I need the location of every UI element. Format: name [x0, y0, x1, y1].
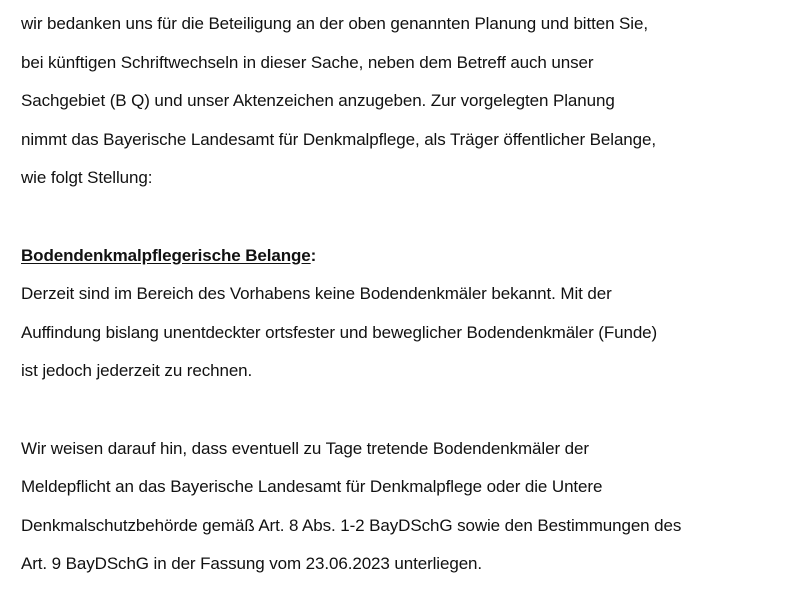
section-heading-colon: :: [310, 245, 317, 265]
text-line: Auffindung bislang unentdeckter ortsfester und beweglicher Bodendenkmäler (Funde): [21, 322, 658, 342]
text-line: Meldepflicht an das Bayerische Landesamt für Denkmalpflege oder die Untere: [21, 477, 603, 497]
intro-paragraph: [21, 5, 791, 198]
text-line: Denkmalschutzbehörde gemäß Art. 8 Abs. 1-2 BayDSchG sowie den Bestimmungen des: [21, 515, 682, 535]
text-line: bei künftigen Schriftwechseln in dieser Sache, neben dem Betreff auch unser: [21, 52, 594, 72]
text-line: Art. 9 BayDSchG in der Fassung vom 23.06.2023 unterliegen.: [21, 554, 483, 574]
findings-paragraph: [21, 275, 791, 391]
text-line: wir bedanken uns für die Beteiligung an der oben genannten Planung und bitten Sie,: [21, 14, 648, 33]
letter-body: [21, 0, 791, 584]
text-line: ist jedoch jederzeit zu rechnen.: [21, 361, 253, 381]
text-line: wie folgt Stellung:: [21, 168, 153, 188]
heading-line: [21, 237, 791, 276]
section-heading: [21, 237, 791, 276]
text-line: nimmt das Bayerische Landesamt für Denkmalpflege, als Träger öffentlicher Belange,: [21, 129, 656, 149]
text-line: Derzeit sind im Bereich des Vorhabens keine Bodendenkmäler bekannt. Mit der: [21, 284, 612, 304]
paragraph-spacer: [21, 198, 791, 237]
paragraph-spacer: [21, 391, 791, 430]
section-heading-text: Bodendenkmalpflegerische Belange: [21, 245, 311, 265]
text-line: Wir weisen darauf hin, dass eventuell zu Tage tretende Bodendenkmäler der: [21, 438, 589, 458]
notice-paragraph: [21, 430, 791, 584]
text-line: Sachgebiet (B Q) und unser Aktenzeichen anzugeben. Zur vorgelegten Planung: [21, 91, 615, 111]
